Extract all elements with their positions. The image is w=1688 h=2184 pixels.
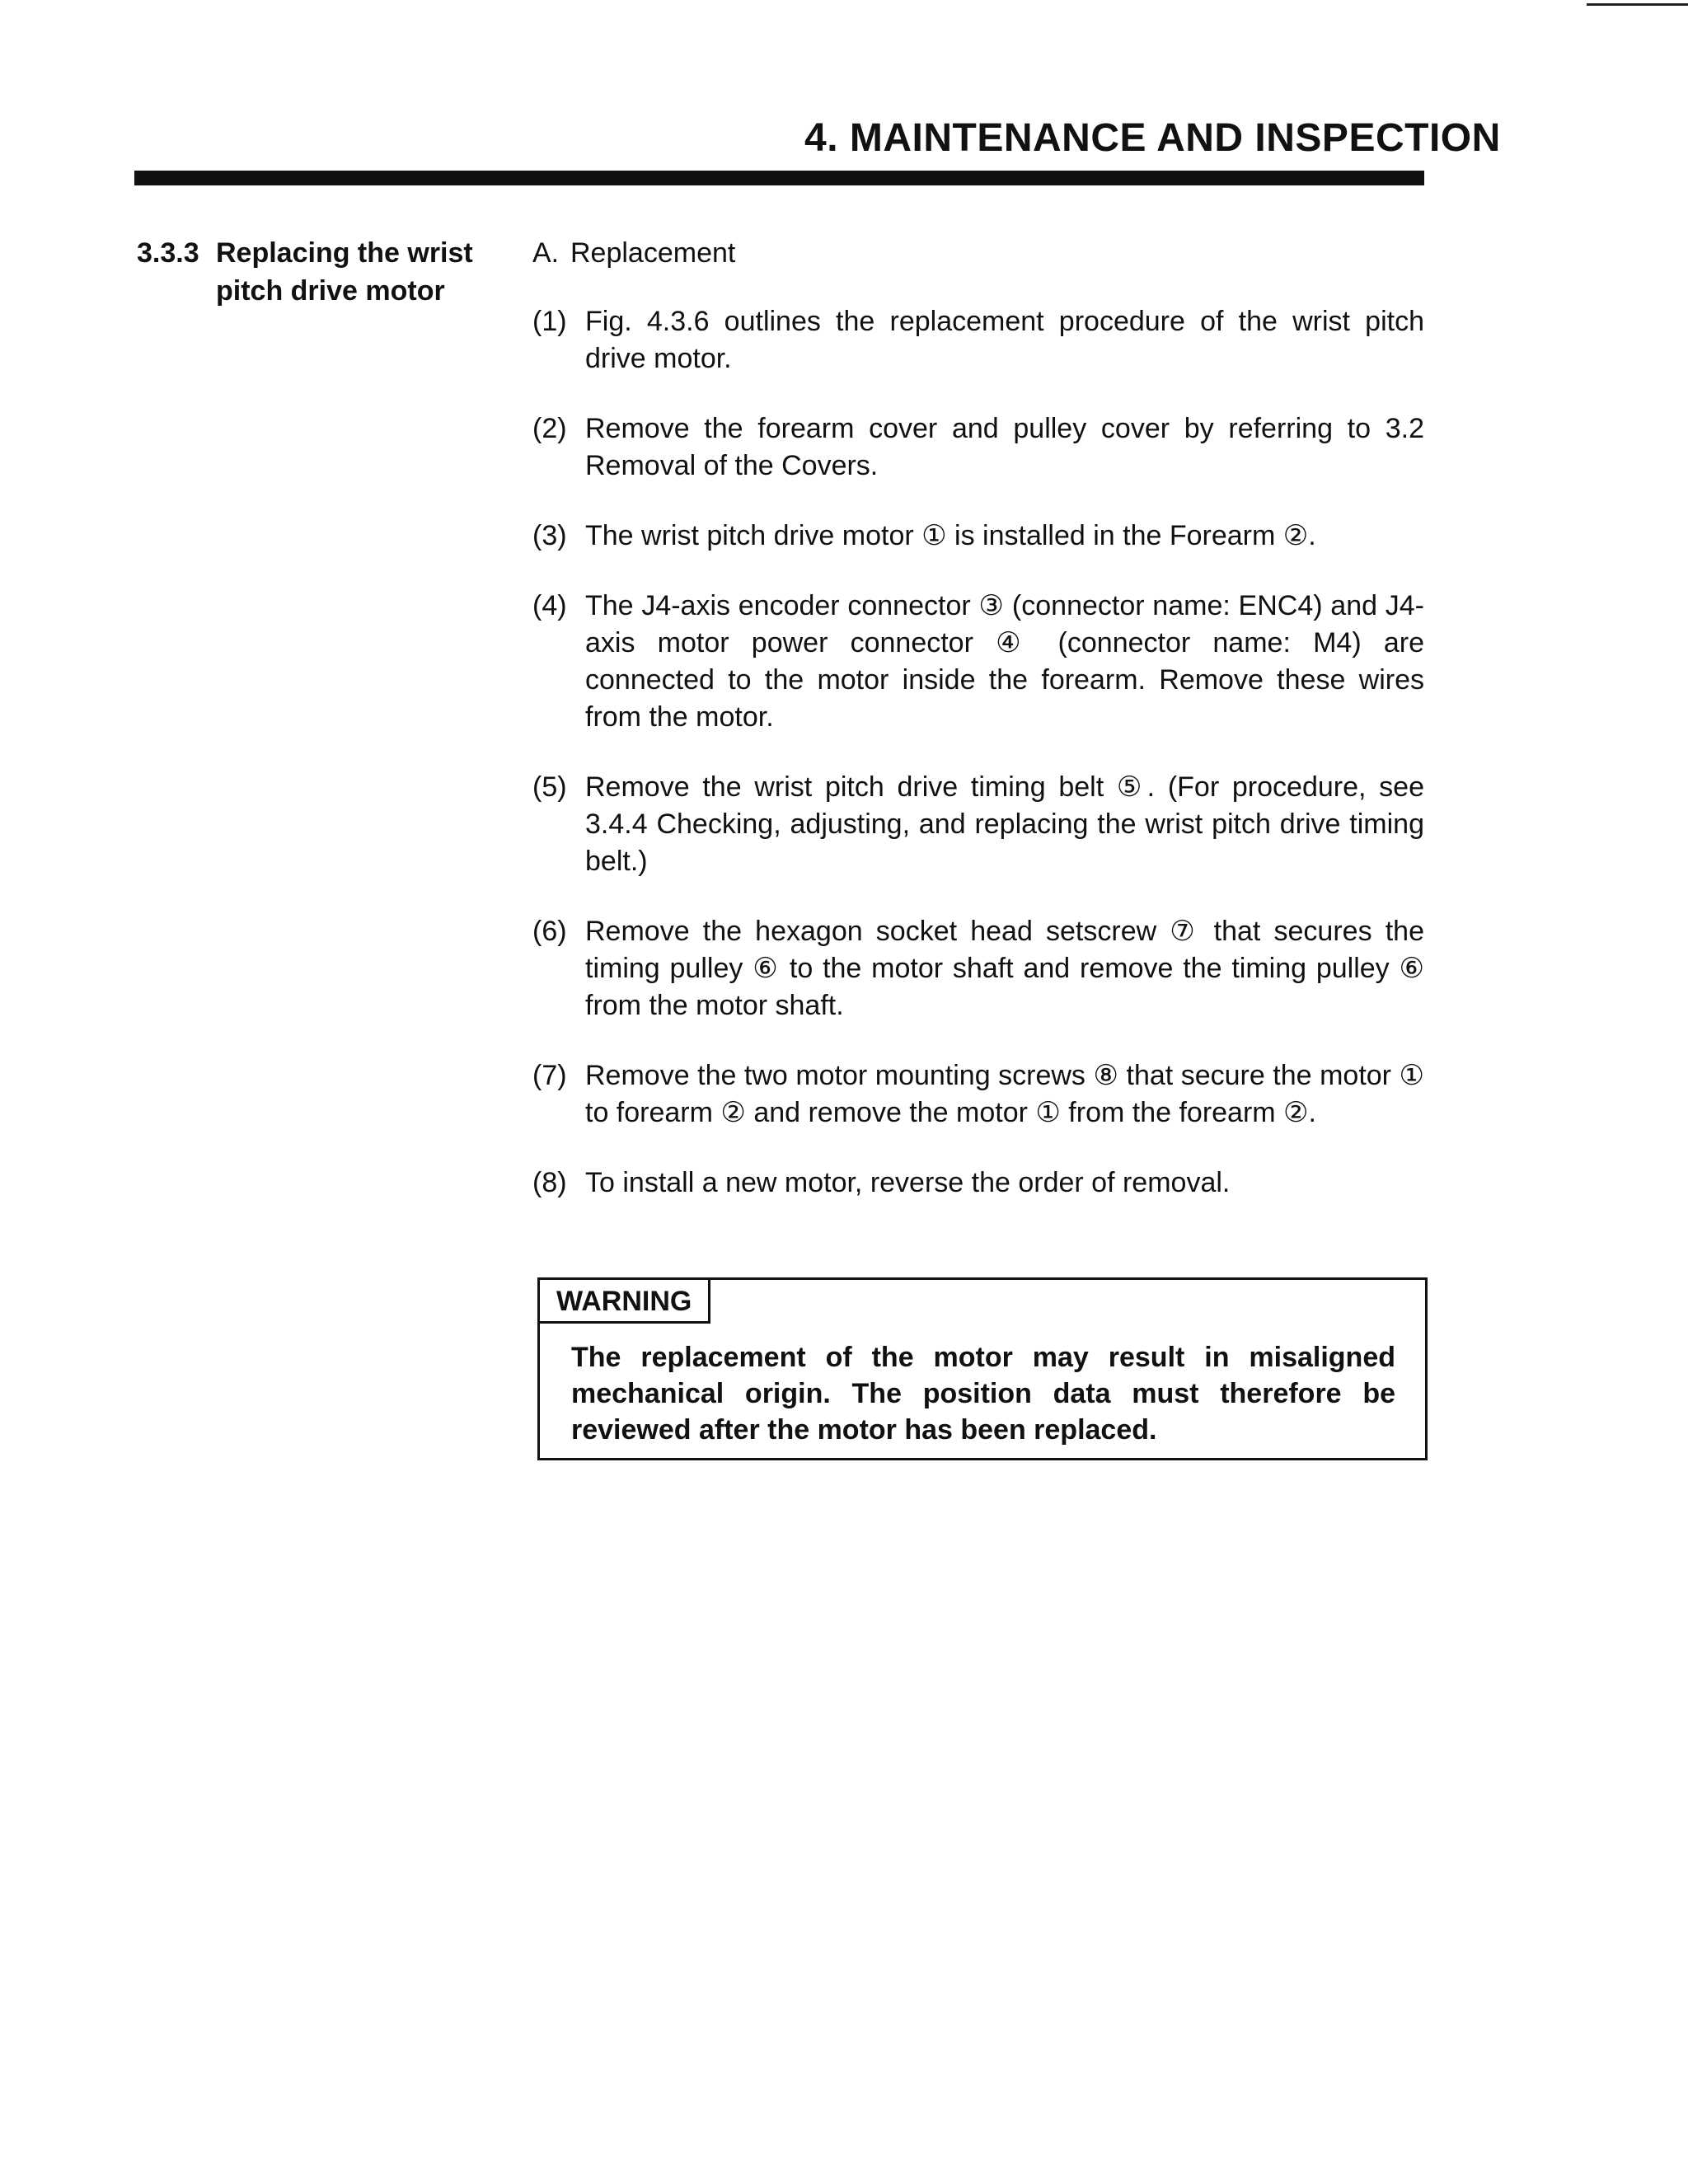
procedure-step	[532, 1057, 1424, 1132]
step-text: The wrist pitch drive motor ① is installed in the Forearm ②.	[585, 520, 1316, 551]
step-number: (7)	[532, 1060, 567, 1091]
step-number: (6)	[532, 916, 567, 947]
warning-text: The replacement of the motor may result in misaligned mechanical origin. The position data must therefore be reviewed after the motor has been replaced.	[571, 1342, 1395, 1446]
step-text: To install a new motor, reverse the order of removal.	[585, 1167, 1231, 1198]
section-number: 3.3.3	[137, 237, 199, 269]
step-number: (5)	[532, 771, 567, 803]
procedure-step	[532, 588, 1424, 736]
step-number: (2)	[532, 413, 567, 444]
subheading	[532, 234, 1424, 272]
procedure-step	[532, 769, 1424, 880]
procedure-step	[532, 303, 1424, 377]
step-number: (3)	[532, 520, 567, 551]
procedure-step	[532, 518, 1424, 555]
section-heading	[137, 234, 473, 310]
step-text: Remove the two motor mounting screws ⑧ that secure the motor ① to forearm ② and remove the motor ① from the forearm ②.	[585, 1060, 1424, 1128]
step-number: (4)	[532, 590, 567, 621]
step-number: (8)	[532, 1167, 567, 1198]
header-rule	[134, 171, 1424, 185]
chapter-title: 4. MAINTENANCE AND INSPECTION	[804, 116, 1501, 160]
corner-rule	[1587, 3, 1688, 6]
step-text: The J4-axis encoder connector ③ (connector name: ENC4) and J4-axis motor power connector ④ (connector name: M4) are connected to the motor inside the forearm. Remove these wires from the motor.	[585, 590, 1424, 733]
step-text: Remove the hexagon socket head setscrew ⑦ that secures the timing pulley ⑥ to the motor shaft and remove the timing pulley ⑥ from the motor shaft.	[585, 916, 1424, 1021]
step-text: Remove the forearm cover and pulley cover by referring to 3.2 Removal of the Covers.	[585, 413, 1424, 481]
section-title-line2: pitch drive motor	[216, 275, 445, 307]
step-text: Fig. 4.3.6 outlines the replacement procedure of the wrist pitch drive motor.	[585, 306, 1424, 374]
warning-box	[537, 1277, 1428, 1460]
subheading-label: Replacement	[570, 237, 736, 269]
warning-label: WARNING	[540, 1280, 710, 1324]
procedure-step	[532, 1165, 1424, 1202]
step-text: Remove the wrist pitch drive timing belt ⑤. (For procedure, see 3.4.4 Checking, adjusting, and replacing the wrist pitch drive timing belt.)	[585, 771, 1424, 877]
procedure-step	[532, 913, 1424, 1024]
step-number: (1)	[532, 306, 567, 337]
procedure-content	[532, 234, 1424, 1235]
section-title-line1: Replacing the wrist	[216, 237, 473, 269]
procedure-step	[532, 410, 1424, 485]
subheading-letter: A.	[532, 237, 560, 269]
